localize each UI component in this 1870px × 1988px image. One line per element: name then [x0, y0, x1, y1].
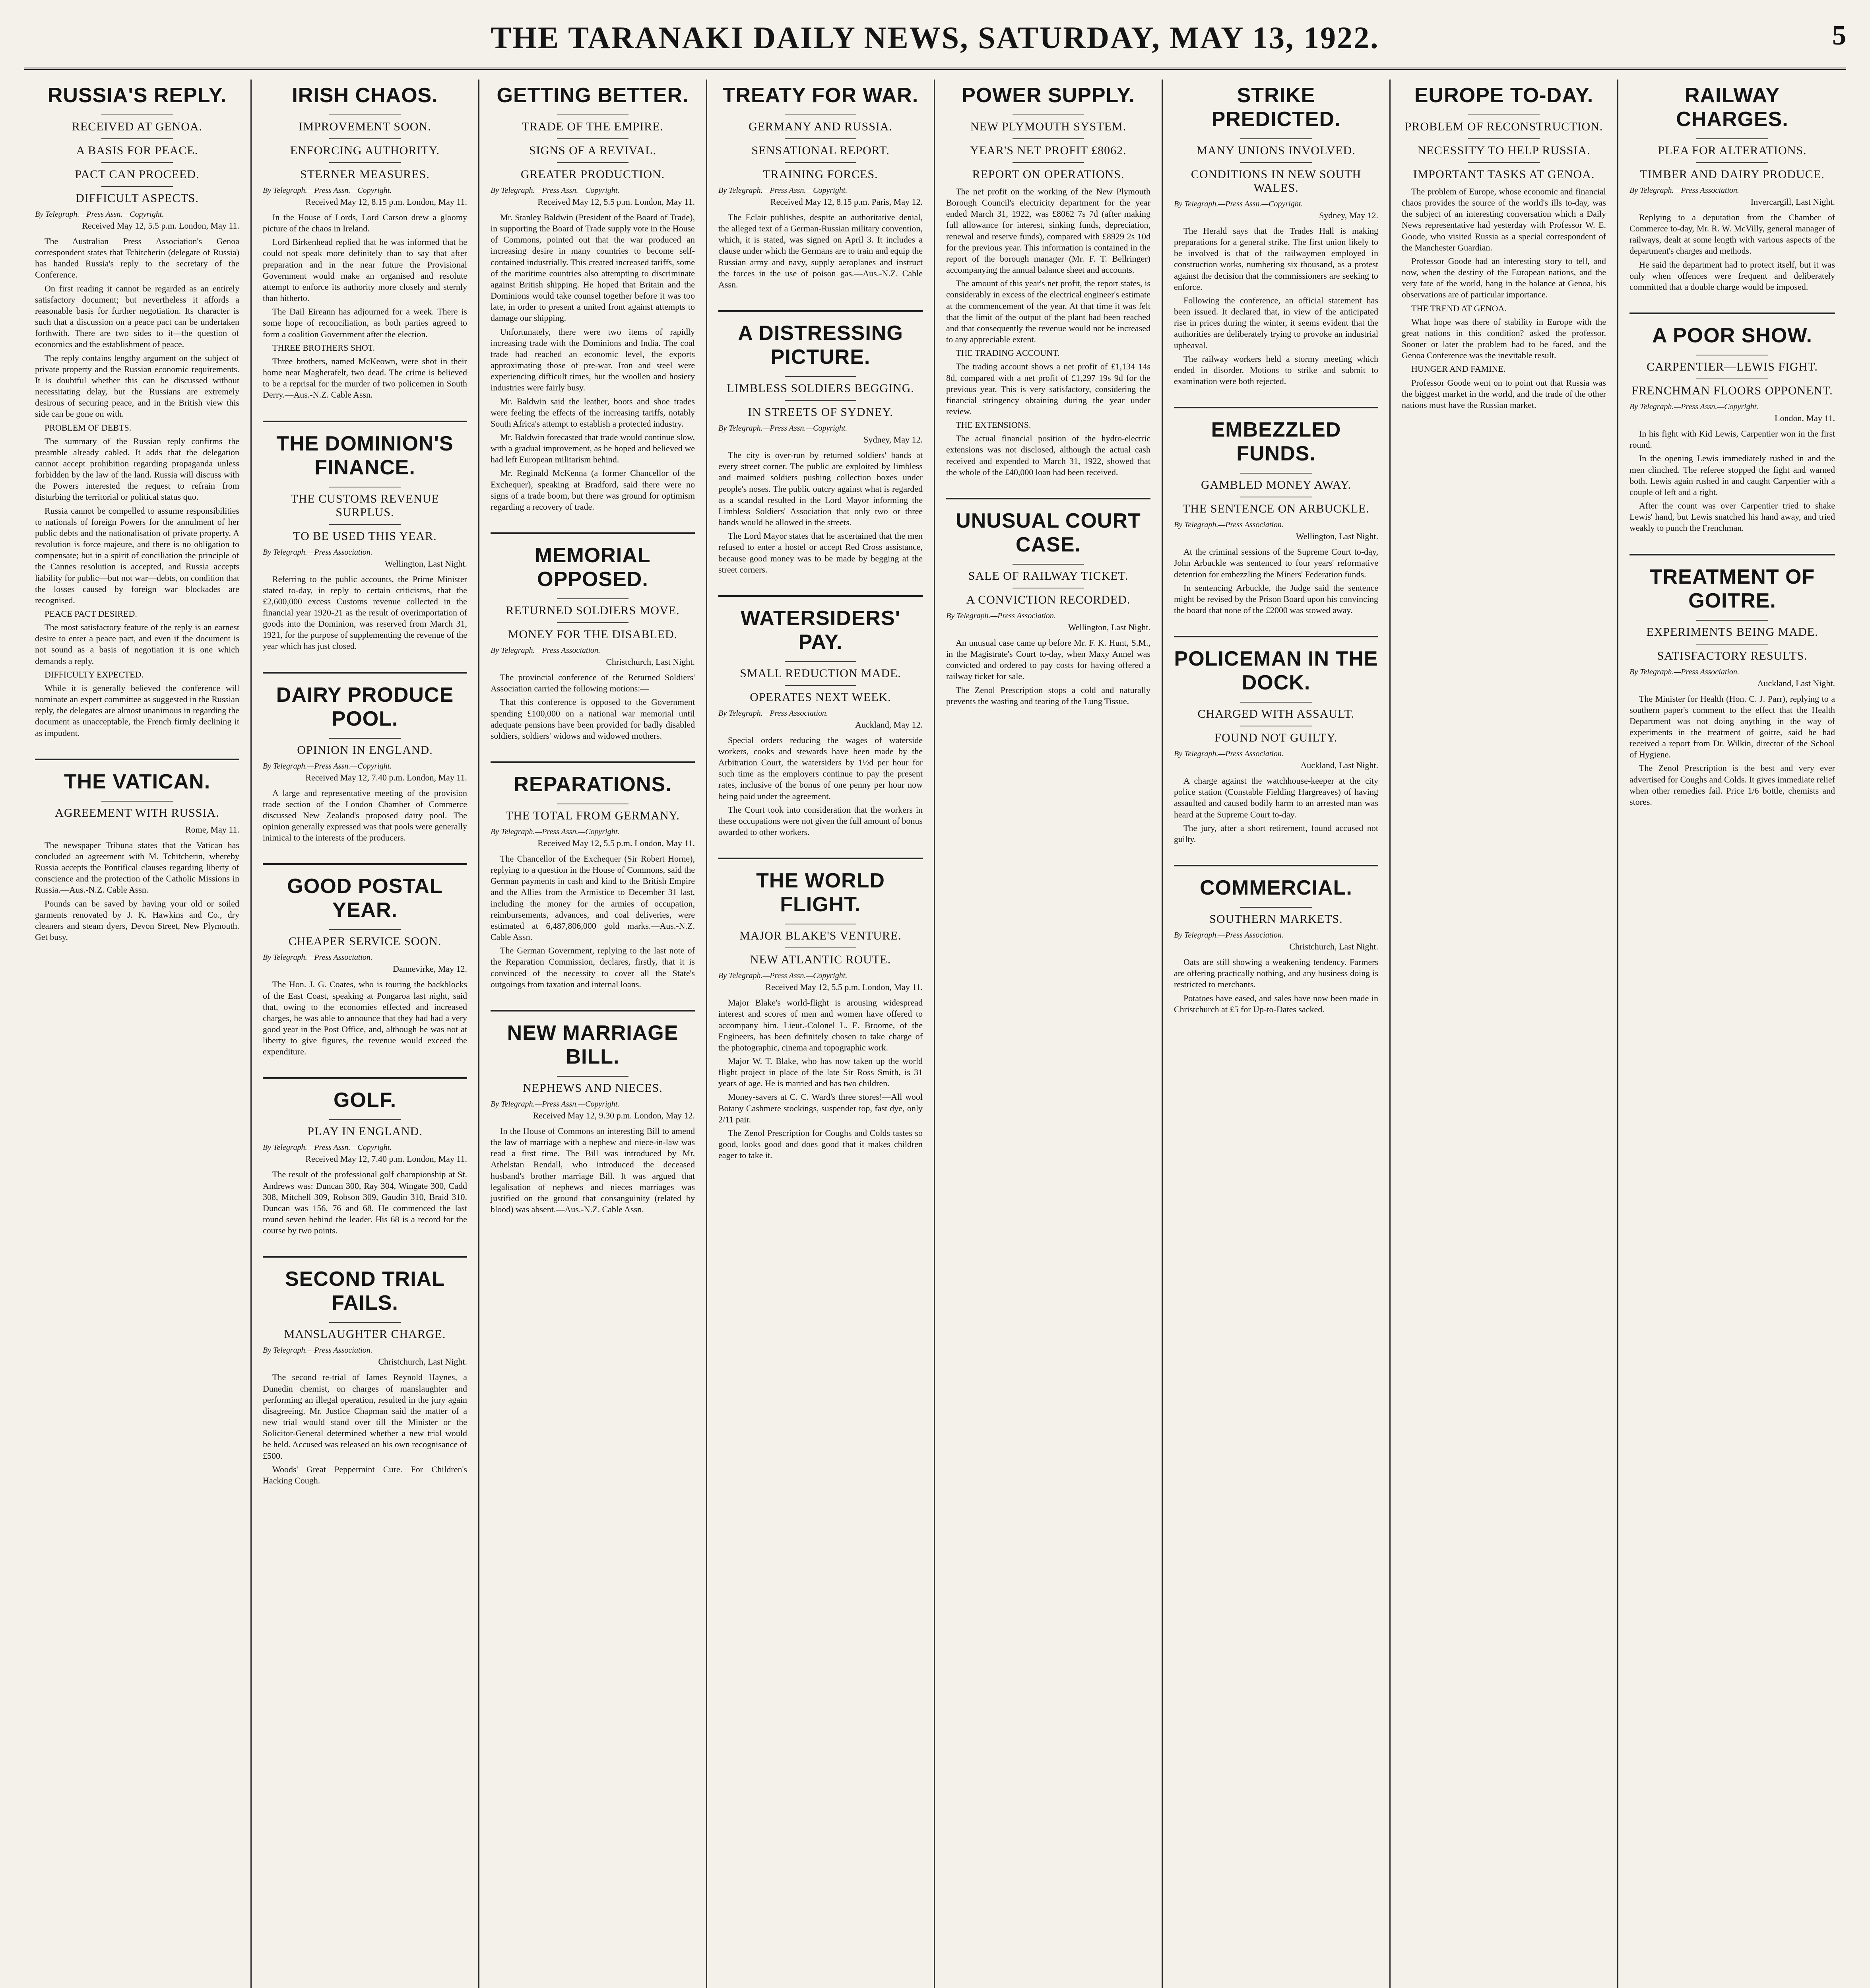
subhead-rule [557, 138, 629, 139]
article [263, 421, 467, 652]
subheadline: CHEAPER SERVICE SOON. [288, 935, 442, 948]
subhead-rule [1468, 162, 1540, 163]
article-paragraph: The trading account shows a net profit of £1,134 14s 8d, compared with a net profit of £1,297 19s 9d for the previous year. This is very satisfactory, considering the financial stringency obtaining during the year under review. [946, 361, 1150, 416]
byline: By Telegraph.—Press Association. [718, 709, 828, 718]
article-divider [1629, 313, 1835, 314]
article-paragraph: Major W. T. Blake, who has now taken up the world flight project in place of the late Sir Ross Smith, is 31 years of age. He is married and has two children. [718, 1056, 923, 1089]
subheadline: LIMBLESS SOLDIERS BEGGING. [727, 382, 914, 395]
article-paragraph: Mr. Stanley Baldwin (President of the Board of Trade), in supporting the Board of Trade supply vote in the House of Commons, pointed out that the war produced an increasing desire in many countries to become self-contained industrially. This created increased tariffs, some of the maritime countries also attempting to discriminate against British shipping. He hoped that Britain and the Dominions would take counsel together before it was too late, in order to present a united front against attempts to damage our shipping. [491, 212, 695, 323]
article [35, 83, 239, 739]
byline: By Telegraph.—Press Association. [1174, 520, 1284, 530]
article-paragraph: The Lord Mayor states that he ascertained that the men refused to enter a hostel or accept Red Cross assistance, because good money was to be made by begging at the street corners. [718, 531, 923, 575]
article-paragraph: In the opening Lewis immediately rushed in and the men clinched. The referee stopped the fight and warned both. Lewis again rushed in and caught Carpentier with a couple of left and a right. [1629, 453, 1835, 497]
article-paragraph: THE TRADING ACCOUNT. [956, 348, 1060, 358]
byline: By Telegraph.—Press Assn.—Copyright. [491, 186, 620, 195]
subheadline: SMALL REDUCTION MADE. [740, 666, 901, 680]
article-paragraph: THE TREND AT GENOA. [1411, 303, 1507, 313]
article-paragraph: A large and representative meeting of the provision trade section of the London Chamber of Commerce discussed New Zealand's proposed dairy pool. The opinion generally expressed was that pools were generally inimical to the interests of the producers. [263, 788, 467, 843]
dateline: Received May 12, 8.15 p.m. Paris, May 12. [770, 197, 923, 207]
article [946, 83, 1150, 478]
column-6 [1163, 80, 1391, 1988]
subheadline: MANY UNIONS INVOLVED. [1197, 144, 1356, 157]
headline: TREATMENT OF GOITRE. [1649, 565, 1815, 612]
dateline: Received May 12, 7.40 p.m. London, May 11. [305, 1154, 467, 1164]
subhead-rule [329, 1119, 401, 1120]
column-8 [1618, 80, 1846, 1988]
dateline: Received May 12, 5.5 p.m. London, May 11. [765, 982, 923, 992]
article-paragraph: The Chancellor of the Exchequer (Sir Robert Horne), replying to a question in the House of Commons, said the German payments in cash and kind to the British Empire and the Allies from the Armistice to December 31 last, including the money for the armies of occupation, reimbursements, advances, and coal deliveries, were estimated at 6,487,806,000 gold marks.—Aus.-N.Z. Cable Assn. [491, 854, 695, 942]
article-paragraph: The provincial conference of the Returned Soldiers' Association carried the following motions:— [491, 672, 695, 694]
dateline: Auckland, May 12. [855, 719, 923, 730]
article [35, 759, 239, 943]
subheadline: CHARGED WITH ASSAULT. [1197, 707, 1355, 721]
article-paragraph: Following the conference, an official statement has been issued. It declared that, in view of the anticipated rise in prices during the winter, it seems evident that the authorities are deliberately trying to provoke an industrial upheaval. [1174, 295, 1378, 350]
subhead-rule [1240, 907, 1312, 908]
article-paragraph: Russia cannot be compelled to assume responsibilities to nationals of foreign Powers for the annulment of her public debts and the nationalisation of private property. A revolution is force majeure, and there is no obligation to compensate; but in a spirit of conciliation the principle of the Cannes resolution is accepted, and Russia accepts liability for public—but not war—debts, on condition that the losses caused by foreign war blockades are recognised. [35, 505, 239, 605]
article-paragraph: The Zenol Prescription stops a cold and naturally prevents the wasting and tearing of the Lung Tissue. [946, 685, 1150, 706]
headline: STRIKE PREDICTED. [1211, 84, 1341, 131]
dateline: Christchurch, Last Night. [1289, 942, 1378, 952]
article-paragraph: A charge against the watchhouse-keeper at the city police station (Constable Fielding Hargreaves) of having assaulted and caused bodily harm to an arrested man was heard at the Supreme Court to-day. [1174, 776, 1378, 819]
article-divider [263, 1077, 467, 1079]
subhead-rule [1240, 138, 1312, 139]
article-divider [491, 532, 695, 534]
subhead-rule [785, 685, 856, 686]
subheadline: PROBLEM OF RECONSTRUCTION. [1404, 120, 1603, 133]
subhead-rule [1468, 138, 1540, 139]
article-paragraph: The city is over-run by returned soldiers' bands at every street corner. The public are exploited by limbless and maimed soldiers pushing collection boxes under people's noses. The public outcry against what is regarded as a scandal resulted in the Lord Mayor informing the Limbless Soldiers' Association that only two or three bands would be allowed in the streets. [718, 450, 923, 528]
subheadline: SOUTHERN MARKETS. [1209, 912, 1343, 926]
subheadline: FOUND NOT GUILTY. [1214, 731, 1338, 745]
headline: THE DOMINION'S FINANCE. [276, 432, 454, 479]
headline: THE VATICAN. [64, 770, 211, 793]
headline: GOLF. [333, 1089, 397, 1112]
article-paragraph: The newspaper Tribuna states that the Vatican has concluded an agreement with M. Tchitcherin, whereby Russia accepts the Pontifical clauses regarding liberty of conscience and the protection of the Catholic Missions in Russia.—Aus.-N.Z. Cable Assn. [35, 840, 239, 895]
byline: By Telegraph.—Press Association. [1629, 186, 1739, 195]
article-divider [1174, 636, 1378, 637]
article [491, 532, 695, 742]
subheadline: CONDITIONS IN NEW SOUTH WALES. [1191, 168, 1362, 194]
subhead-rule [785, 138, 856, 139]
subhead-rule [329, 738, 401, 739]
article-paragraph: The second re-trial of James Reynold Haynes, a Dunedin chemist, on charges of manslaughter and performing an illegal operation, resulted in the jury again disagreeing. Mr. Justice Chapman said the matter of a new trial would stand over till the Minister or the Solicitor-General determined whether a new trial would be held. Accused was released on his own recognisance of £500. [263, 1372, 467, 1461]
article-divider [263, 863, 467, 865]
article-paragraph: Mr. Reginald McKenna (a former Chancellor of the Exchequer), speaking at Bradford, said there were no signs of a trade boom, but there was ground for optimism regarding a recovery of trade. [491, 468, 695, 512]
article-paragraph: The jury, after a short retirement, found accused not guilty. [1174, 823, 1378, 844]
article-paragraph: The Australian Press Association's Genoa correspondent states that Tchitcherin (delegate of Russia) has handed Russia's reply to the secretary of the Conference. [35, 236, 239, 280]
byline: By Telegraph.—Press Assn.—Copyright. [263, 186, 392, 195]
headline: EUROPE TO-DAY. [1414, 84, 1594, 107]
article [263, 1256, 467, 1486]
article-paragraph: In the House of Commons an interesting Bill to amend the law of marriage with a nephew and niece-in-law was read a first time. The Bill was introduced by Mr. Athelstan Rendall, who introduced the deceased husband's brother marriage Bill. It was argued that legalisation of nephews and nieces marriages was justified on the ground that consanguinity (related by blood) was absent.—Aus.-N.Z. Cable Assn. [491, 1126, 695, 1214]
article-paragraph: In the House of Lords, Lord Carson drew a gloomy picture of the chaos in Ireland. [263, 212, 467, 234]
article-paragraph: On first reading it cannot be regarded as an entirely satisfactory document; but nevertheless it affords a reasonable basis for further negotiation. Its character is such that a discussion on a peace pact can be undertaken forthwith. There are two sides to it—the question of economics and the establishment of peace. [35, 283, 239, 349]
dateline: Wellington, Last Night. [384, 558, 467, 569]
article-paragraph: THREE BROTHERS SHOT. [272, 342, 375, 353]
column-1 [24, 80, 252, 1988]
subhead-rule [101, 801, 173, 802]
article [491, 83, 695, 513]
subhead-rule [329, 524, 401, 525]
byline: By Telegraph.—Press Assn.—Copyright. [718, 424, 848, 433]
column-2 [252, 80, 479, 1988]
article-paragraph: The railway workers held a stormy meeting which ended in disorder. Motions to strike and submit to examination were both rejected. [1174, 353, 1378, 386]
article [1629, 554, 1835, 808]
article [718, 310, 923, 575]
article-paragraph: The Hon. J. G. Coates, who is touring the backblocks of the East Coast, speaking at Pongaroa last night, said that, owing to the economies effected and increased charges, he was able to announce that they had had a very good year in the Post Office, and, although he was not at liberty to give figures, the revenue would exceed the expenditure. [263, 979, 467, 1057]
article-divider [491, 761, 695, 763]
article-paragraph: Referring to the public accounts, the Prime Minister stated to-day, in reply to certain criticisms, that the £2,600,000 excess Customs revenue collected in the financial year 1920-21 as the result of overimportation of goods into the Dominion, was reserved from March 31, 1921, for the purpose of supplementing the revenue of the year which has just closed. [263, 574, 467, 651]
article-paragraph: DIFFICULTY EXPECTED. [45, 669, 144, 679]
subhead-rule [329, 1322, 401, 1323]
article-divider [263, 1256, 467, 1258]
dateline: Wellington, Last Night. [1068, 622, 1150, 632]
article-paragraph: The Court took into consideration that the workers in these occupations were not given the full amount of bonus awarded to other workers. [718, 804, 923, 837]
article-paragraph: Special orders reducing the wages of waterside workers, cooks and stewards have been made by the Arbitration Court, the watersiders by 1½d per hour for such time as the employers continue to pay the present rates, inclusive of the bonus of one penny per hour now being paid under the agreement. [718, 735, 923, 801]
article [263, 672, 467, 844]
headline: NEW MARRIAGE BILL. [507, 1021, 679, 1068]
subheadline: PLEA FOR ALTERATIONS. [1658, 144, 1807, 157]
dateline: Received May 12, 5.5 p.m. London, May 11. [537, 197, 695, 207]
article-paragraph: The Herald says that the Trades Hall is making preparations for a general strike. The first union likely to be involved is that of the railwaymen employed in construction works, numbering six thousand, as a protest against the decision that the commissioners are seeking to enforce. [1174, 226, 1378, 292]
headline: DAIRY PRODUCE POOL. [276, 683, 454, 730]
subhead-rule [1240, 162, 1312, 163]
article [491, 761, 695, 990]
article [1629, 313, 1835, 534]
article-paragraph: An unusual case came up before Mr. F. K. Hunt, S.M., in the Magistrate's Court to-day, when Maxy Annel was convicted and ordered to pay costs for having offered a railway ticket for sale. [946, 637, 1150, 681]
article-paragraph: Professor Goode had an interesting story to tell, and now, when the destiny of the European nations, and the very fate of the world, hang in the balance at Genoa, his observations are of particular importance. [1402, 256, 1606, 300]
dateline: Sydney, May 12. [1319, 210, 1378, 220]
article [263, 863, 467, 1057]
byline: By Telegraph.—Press Assn.—Copyright. [1629, 402, 1759, 412]
subhead-rule [1696, 644, 1768, 645]
byline: By Telegraph.—Press Assn.—Copyright. [263, 1143, 392, 1152]
byline: By Telegraph.—Press Assn.—Copyright. [718, 186, 848, 195]
headline: GOOD POSTAL YEAR. [287, 875, 443, 922]
subheadline: A BASIS FOR PEACE. [76, 144, 198, 157]
subheadline: AGREEMENT WITH RUSSIA. [55, 806, 219, 819]
subhead-rule [557, 1076, 629, 1077]
subheadline: GREATER PRODUCTION. [520, 168, 665, 181]
subhead-rule [785, 661, 856, 662]
column-3 [479, 80, 707, 1988]
article-paragraph: That this conference is opposed to the Government spending £100,000 on a national war memorial until adequate pensions have been provided for badly disabled soldiers, soldiers' widows and widowed mothers. [491, 697, 695, 741]
subheadline: TRADE OF THE EMPIRE. [522, 120, 664, 133]
byline: By Telegraph.—Press Association. [263, 547, 372, 557]
byline: By Telegraph.—Press Association. [263, 1346, 372, 1355]
article-divider [718, 858, 923, 859]
article-paragraph: Mr. Baldwin said the leather, boots and shoe trades were feeling the effects of the increasing tariffs, notably South Africa's attempt to establish a protected industry. [491, 396, 695, 429]
article-paragraph: The Minister for Health (Hon. C. J. Parr), replying to a southern paper's comment to the effect that the Health Department was not doing anything in the way of experiments in the treatment of goitre, said he had received a report from Dr. Wilkin, director of the School of Hygiene. [1629, 693, 1835, 760]
subheadline: OPERATES NEXT WEEK. [750, 690, 891, 704]
article-paragraph: In sentencing Arbuckle, the Judge said the sentence might be revised by the Prison Board upon his convincing the board that none of the £2000 was stowed away. [1174, 582, 1378, 615]
byline: By Telegraph.—Press Assn.—Copyright. [263, 761, 392, 771]
article-paragraph: Replying to a deputation from the Chamber of Commerce to-day, Mr. R. W. McVilly, general manager of railways, dealt at some length with various aspects of the department's charges and methods. [1629, 212, 1835, 256]
article-divider [491, 1010, 695, 1011]
headline: RUSSIA'S REPLY. [47, 84, 227, 107]
article-paragraph: In his fight with Kid Lewis, Carpentier won in the first round. [1629, 429, 1835, 450]
byline: By Telegraph.—Press Association. [946, 611, 1056, 620]
headline: RAILWAY CHARGES. [1676, 84, 1789, 131]
subhead-rule [329, 929, 401, 930]
headline: TREATY FOR WAR. [722, 84, 919, 107]
headline: WATERSIDERS' PAY. [741, 606, 900, 654]
newspaper-columns [24, 80, 1846, 1988]
subheadline: SIGNS OF A REVIVAL. [529, 144, 657, 157]
article-paragraph: Pounds can be saved by having your old or soiled garments renovated by J. K. Hawkins and Co., dry cleaners and steam dyers, Devon Street, New Plymouth. Get busy. [35, 898, 239, 942]
article [491, 1010, 695, 1215]
article-paragraph: Unfortunately, there were two items of rapidly increasing trade with the Dominions and India. The coal trade had reached an economic level, the exports approximating those of pre-war. Iron and steel were experiencing difficult times, but the woollen and hosiery industries were fairly busy. [491, 326, 695, 393]
article-divider [1174, 407, 1378, 408]
byline: By Telegraph.—Press Association. [263, 953, 372, 962]
dateline: Auckland, Last Night. [1757, 678, 1835, 688]
subheadline: NECESSITY TO HELP RUSSIA. [1417, 144, 1591, 157]
article-paragraph: The German Government, replying to the last note of the Reparation Commission, declares, firstly, that it is convinced of the necessity to cover all the State's outgoings from taxation and internal loans. [491, 945, 695, 989]
dateline: Sydney, May 12. [863, 435, 923, 445]
subhead-rule [1696, 138, 1768, 139]
article-paragraph: PROBLEM OF DEBTS. [45, 422, 132, 433]
dateline: Wellington, Last Night. [1296, 531, 1378, 542]
headline: GETTING BETTER. [497, 84, 689, 107]
article-paragraph: Potatoes have eased, and sales have now been made in Christchurch at £5 for Up-to-Dates sacked. [1174, 993, 1378, 1014]
article-paragraph: He said the department had to protect itself, but it was only when offences were frequent and deliberately committed that a double charge would be imposed. [1629, 259, 1835, 292]
dateline: London, May 11. [1775, 413, 1835, 423]
column-7 [1391, 80, 1618, 1988]
subhead-rule [785, 162, 856, 163]
article-paragraph: The Zenol Prescription is the best and very ever advertised for Coughs and Colds. It gives immediate relief when other remedies fail. Price 1/6 bottle, chemists and stores. [1629, 763, 1835, 807]
byline: By Telegraph.—Press Association. [1174, 931, 1284, 940]
subhead-rule [1013, 138, 1084, 139]
dateline: Auckland, Last Night. [1300, 760, 1378, 771]
article-paragraph: The problem of Europe, whose economic and financial chaos provides the source of the world's ills to-day, was the subject of an interesting conversation which a Daily News representative had yesterday with Professor W. E. Goode, who visited Russia as a special correspondent of the Manchester Guardian. [1402, 186, 1606, 252]
headline: EMBEZZLED FUNDS. [1211, 418, 1341, 466]
article-paragraph: Three brothers, named McKeown, were shot in their home near Magherafelt, two dead. The crime is believed to be a reprisal for the murder of two policemen in South Derry.—Aus.-N.Z. Cable Assn. [263, 356, 467, 400]
article [1174, 407, 1378, 616]
byline: By Telegraph.—Press Assn.—Copyright. [491, 827, 620, 836]
subheadline: A CONVICTION RECORDED. [966, 593, 1131, 606]
headline: A POOR SHOW. [1652, 324, 1812, 348]
article-paragraph: Oats are still showing a weakening tendency. Farmers are offering practically nothing, and any business doing is restricted to merchants. [1174, 957, 1378, 990]
subheadline: NEPHEWS AND NIECES. [523, 1081, 663, 1095]
article-divider [718, 595, 923, 597]
byline: By Telegraph.—Press Assn.—Copyright. [1174, 200, 1303, 208]
headline: UNUSUAL COURT CASE. [956, 509, 1141, 556]
article [946, 498, 1150, 707]
article [1174, 636, 1378, 845]
page-number: 5 [1832, 20, 1846, 51]
article-divider [718, 310, 923, 312]
subhead-rule [1696, 620, 1768, 621]
article [263, 1077, 467, 1236]
article [1174, 83, 1378, 387]
article-divider [946, 498, 1150, 499]
byline: By Telegraph.—Press Assn.—Copyright. [491, 1099, 620, 1109]
subhead-rule [1013, 162, 1084, 163]
subheadline: SENSATIONAL REPORT. [751, 144, 890, 157]
subheadline: THE SENTENCE ON ARBUCKLE. [1183, 502, 1370, 516]
subheadline: TRAINING FORCES. [763, 168, 878, 181]
dateline: Rome, May 11. [185, 824, 239, 835]
dateline: Received May 12, 5.5 p.m. London, May 11. [537, 838, 695, 848]
subheadline: NEW ATLANTIC ROUTE. [750, 953, 891, 967]
article [718, 595, 923, 838]
byline: By Telegraph.—Press Association. [1174, 749, 1284, 759]
article-paragraph: THE EXTENSIONS. [956, 420, 1031, 430]
subheadline: RETURNED SOLDIERS MOVE. [506, 604, 680, 617]
subhead-rule [785, 376, 856, 377]
dateline: Received May 12, 5.5 p.m. London, May 11. [82, 221, 239, 231]
subheadline: GAMBLED MONEY AWAY. [1201, 478, 1352, 492]
article-paragraph: While it is generally believed the conference will nominate an expert committee as suggested in the Russian reply, the delegates are almost unanimous in regarding the document as unacceptable, the French firmly declining it as impudent. [35, 683, 239, 738]
subheadline: IMPROVEMENT SOON. [299, 120, 431, 133]
article-paragraph: The most satisfactory feature of the reply is an earnest desire to enter a peace pact, and even if the document is not sound as a basis of negotiation it is one which demands a reply. [35, 622, 239, 666]
column-5 [935, 80, 1163, 1988]
dateline: Dannevirke, May 12. [393, 964, 467, 974]
article-divider [1629, 554, 1835, 555]
article-paragraph: At the criminal sessions of the Supreme Court to-day, John Arbuckle was sentenced to four years' reformative detention for embezzling the Miners' Federation funds. [1174, 547, 1378, 579]
subheadline: DIFFICULT ASPECTS. [76, 192, 199, 205]
subhead-rule [101, 186, 173, 187]
headline: IRISH CHAOS. [292, 84, 438, 107]
article-paragraph: The Zenol Prescription for Coughs and Colds tastes so good, looks good and does good that it makes children eager to take it. [718, 1128, 923, 1161]
byline: By Telegraph.—Press Association. [1629, 667, 1739, 676]
headline: POWER SUPPLY. [962, 84, 1135, 107]
masthead [24, 8, 1846, 70]
article-paragraph: PEACE PACT DESIRED. [45, 609, 137, 619]
subheadline: PACT CAN PROCEED. [75, 168, 200, 181]
article-paragraph: The net profit on the working of the New Plymouth Borough Council's electricity department for the year ended March 31, 1922, was £8062 7s 7d (after making full allowance for interest, sinking funds, depreciation, renewal and reserve funds), compared with £8929 2s 10d for the previous year. This information is contained in the report of the borough manager (Mr. F. T. Bellringer) accompanying the annual balance sheet and accounts. [946, 186, 1150, 275]
article-divider [263, 421, 467, 422]
headline: POLICEMAN IN THE DOCK. [1174, 647, 1378, 695]
article [263, 83, 467, 401]
article-paragraph: Mr. Baldwin forecasted that trade would continue slow, with a gradual improvement, as he hoped and believed we had left European militarism behind. [491, 432, 695, 465]
article [1402, 83, 1606, 411]
article-paragraph: Lord Birkenhead replied that he was informed that he could not speak more definitely than to say that after preparation and in the near future the Provisional Government would make an organised and resolute attempt to enforce its authority more closely and sternly than hitherto. [263, 237, 467, 303]
dateline: Christchurch, Last Night. [606, 657, 695, 667]
subheadline: THE TOTAL FROM GERMANY. [506, 809, 680, 822]
subheadline: MANSLAUGHTER CHARGE. [284, 1328, 446, 1341]
article-paragraph: The result of the professional golf championship at St. Andrews was: Duncan 300, Ray 304, Wingate 300, Cadd 308, Mitchell 309, Robson 309, Gaudin 310, Braid 310. Duncan was 156, 76 and 68. He commenced the last round seven behind the leader. His 68 is a record for the course by two points. [263, 1169, 467, 1236]
article-paragraph: The Dail Eireann has adjourned for a week. There is some hope of reconciliation, as both parties agreed to form a coalition Government after the election. [263, 307, 467, 339]
subhead-rule [329, 162, 401, 163]
dateline: Received May 12, 9.30 p.m. London, May 12. [533, 1110, 695, 1120]
headline: COMMERCIAL. [1200, 876, 1352, 900]
subhead-rule [1013, 564, 1084, 565]
subheadline: IMPORTANT TASKS AT GENOA. [1413, 168, 1595, 181]
subhead-rule [101, 138, 173, 139]
subhead-rule [557, 598, 629, 599]
headline: MEMORIAL OPPOSED. [535, 544, 651, 591]
article-paragraph: The reply contains lengthy argument on the subject of private property and the Russian economic requirements. It is doubtful whether this can be discussed without necessitating delay, but the Russians are extremely desirous of securing peace, and in the British view this side can be gone on with. [35, 353, 239, 419]
subhead-rule [1696, 162, 1768, 163]
article-paragraph: The actual financial position of the hydro-electric extensions was not disclosed, although the actual cash received and expended to March 31, 1922, showed that the whole of the £40,000 loan had been received. [946, 433, 1150, 477]
subheadline: IN STREETS OF SYDNEY. [748, 406, 893, 419]
subheadline: TIMBER AND DAIRY PRODUCE. [1640, 168, 1825, 181]
article-divider [35, 759, 239, 760]
dateline: Christchurch, Last Night. [378, 1357, 467, 1367]
subheadline: ENFORCING AUTHORITY. [290, 144, 440, 157]
dateline: Received May 12, 7.40 p.m. London, May 11. [305, 772, 467, 782]
subheadline: EXPERIMENTS BEING MADE. [1646, 625, 1818, 639]
subheadline: TO BE USED THIS YEAR. [293, 529, 437, 543]
article-paragraph: Woods' Great Peppermint Cure. For Children's Hacking Cough. [263, 1464, 467, 1485]
subhead-rule [785, 947, 856, 948]
byline: By Telegraph.—Press Association. [491, 646, 600, 655]
subheadline: NEW PLYMOUTH SYSTEM. [970, 120, 1127, 133]
headline: REPARATIONS. [514, 773, 672, 796]
article-paragraph: Money-savers at C. C. Ward's three stores!—All wool Botany Cashmere stockings, suspender top, fast dye, only 2/11 pair. [718, 1092, 923, 1124]
subheadline: MONEY FOR THE DISABLED. [508, 628, 678, 641]
headline: THE WORLD FLIGHT. [756, 869, 885, 916]
byline: By Telegraph.—Press Assn.—Copyright. [718, 971, 848, 980]
subheadline: STERNER MEASURES. [300, 168, 430, 181]
subhead-rule [101, 162, 173, 163]
article-paragraph: What hope was there of stability in Europe with the great nations in this condition? asked the professor. Sooner or later the problem had to be faced, and the Genoa Conference was the inevitable result. [1402, 316, 1606, 361]
column-4 [707, 80, 935, 1988]
article-divider [1174, 865, 1378, 866]
headline: A DISTRESSING PICTURE. [738, 322, 903, 369]
subheadline: FRENCHMAN FLOORS OPPONENT. [1631, 384, 1833, 398]
subheadline: THE CUSTOMS REVENUE SURPLUS. [291, 492, 439, 519]
subhead-rule [1240, 473, 1312, 474]
dateline: Invercargill, Last Night. [1750, 197, 1835, 207]
subheadline: RECEIVED AT GENOA. [72, 120, 203, 133]
subheadline: MAJOR BLAKE'S VENTURE. [739, 929, 902, 943]
article [718, 83, 923, 290]
subheadline: GERMANY AND RUSSIA. [748, 120, 893, 133]
subhead-rule [329, 138, 401, 139]
subhead-rule [557, 162, 629, 163]
article-paragraph: After the count was over Carpentier tried to shake Lewis' hand, but Lewis snatched his hand away, and tried weakly to punch the Frenchman. [1629, 501, 1835, 533]
subhead-rule [1240, 702, 1312, 703]
article-paragraph: Professor Goode went on to point out that Russia was the biggest market in the world, and the trade of the other nations must have the Russian market. [1402, 377, 1606, 410]
article-divider [263, 672, 467, 674]
dateline: Received May 12, 8.15 p.m. London, May 11. [305, 197, 467, 207]
article [718, 858, 923, 1161]
subheadline: SALE OF RAILWAY TICKET. [968, 569, 1129, 582]
article-paragraph: The summary of the Russian reply confirms the preamble already cabled. It adds that the delegation cannot accept prohibition regarding propaganda unless forbidden by the law of the land. Russia will discuss with the Powers interested the request to refrain from disturbing the territorial or political status quo. [35, 436, 239, 502]
subheadline: CARPENTIER—LEWIS FIGHT. [1647, 360, 1818, 374]
subhead-rule [785, 400, 856, 401]
article-paragraph: The Eclair publishes, despite an authoritative denial, the alleged text of a German-Russian military convention, which, it is stated, was signed on April 3. It includes a clause under which the Germans are to train and equip the Russian army and navy, supply aeroplanes and instruct the forces in the use of poison gas.—Aus.-N.Z. Cable Assn. [718, 212, 923, 289]
article [1174, 865, 1378, 1015]
subheadline: REPORT ON OPERATIONS. [972, 168, 1125, 181]
subheadline: PLAY IN ENGLAND. [307, 1125, 423, 1138]
subhead-rule [557, 622, 629, 623]
newspaper-title: THE TARANAKI DAILY NEWS, SATURDAY, MAY 13, 1922. [491, 20, 1379, 55]
subheadline: SATISFACTORY RESULTS. [1657, 649, 1808, 662]
article-paragraph: The amount of this year's net profit, the report states, is considerably in excess of the electrical engineer's estimate at the commencement of the year. At that time it was felt that the limit of the output of the plant had been reached and that consequently the revenue would not be increased to any appreciable extent. [946, 278, 1150, 345]
headline: SECOND TRIAL FAILS. [285, 1268, 445, 1315]
article-paragraph: HUNGER AND FAMINE. [1411, 364, 1506, 374]
subheadline: YEAR'S NET PROFIT £8062. [970, 144, 1127, 157]
byline: By Telegraph.—Press Assn.—Copyright. [35, 210, 164, 219]
article [1629, 83, 1835, 293]
article-paragraph: Major Blake's world-flight is arousing widespread interest and scores of men and women have offered to accompany him. Lieut.-Colonel L. E. Broome, of the Engineers, has been definitely chosen to take charge of the photographic, cinema and topographic work. [718, 998, 923, 1052]
subheadline: OPINION IN ENGLAND. [297, 743, 433, 757]
